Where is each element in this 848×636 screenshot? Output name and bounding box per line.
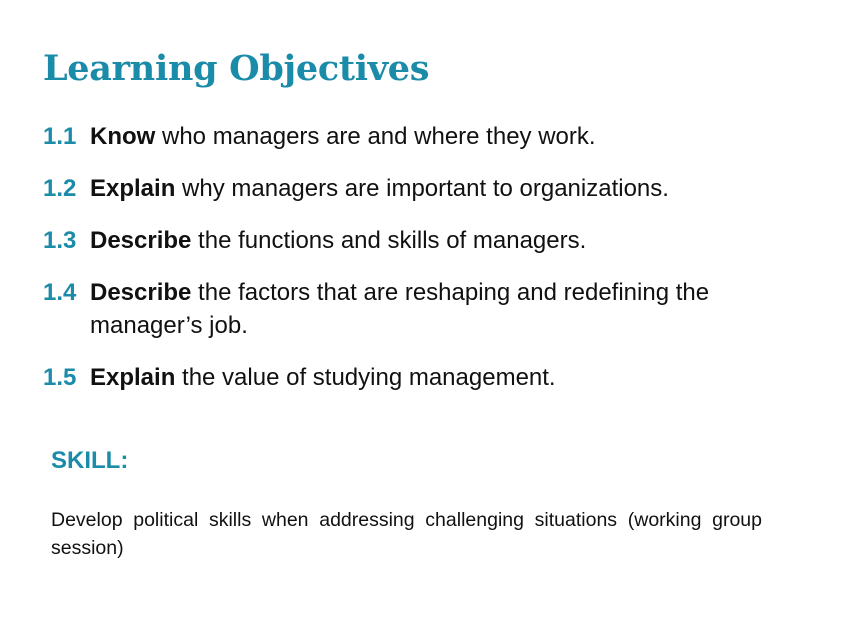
objective-text: the factors that are reshaping and redefining the manager’s job.: [90, 279, 710, 339]
objective-item: [43, 172, 803, 205]
slide-title: Learning Objectives: [43, 48, 430, 89]
objective-item: [43, 276, 803, 342]
objective-item: [43, 120, 803, 153]
objective-number: 1.4: [43, 279, 77, 306]
objective-text: why managers are important to organizations.: [175, 175, 669, 202]
objectives-list: [43, 120, 803, 413]
objective-verb: Explain: [90, 175, 176, 202]
objective-number: 1.1: [43, 123, 77, 150]
objective-verb: Describe: [90, 279, 192, 306]
objective-number: 1.2: [43, 175, 77, 202]
objective-verb: Describe: [90, 227, 192, 254]
objective-verb: Know: [90, 123, 156, 150]
objective-item: [43, 224, 803, 257]
objective-verb: Explain: [90, 364, 176, 391]
objective-text: who managers are and where they work.: [155, 123, 596, 150]
skill-heading: SKILL:: [51, 447, 129, 474]
objective-number: 1.3: [43, 227, 77, 254]
objective-text: the functions and skills of managers.: [191, 227, 587, 254]
objective-item: [43, 361, 803, 394]
objective-text: the value of studying management.: [175, 364, 556, 391]
skill-description: Develop political skills when addressing challenging situations (working group session): [51, 509, 762, 559]
objective-number: 1.5: [43, 364, 77, 391]
